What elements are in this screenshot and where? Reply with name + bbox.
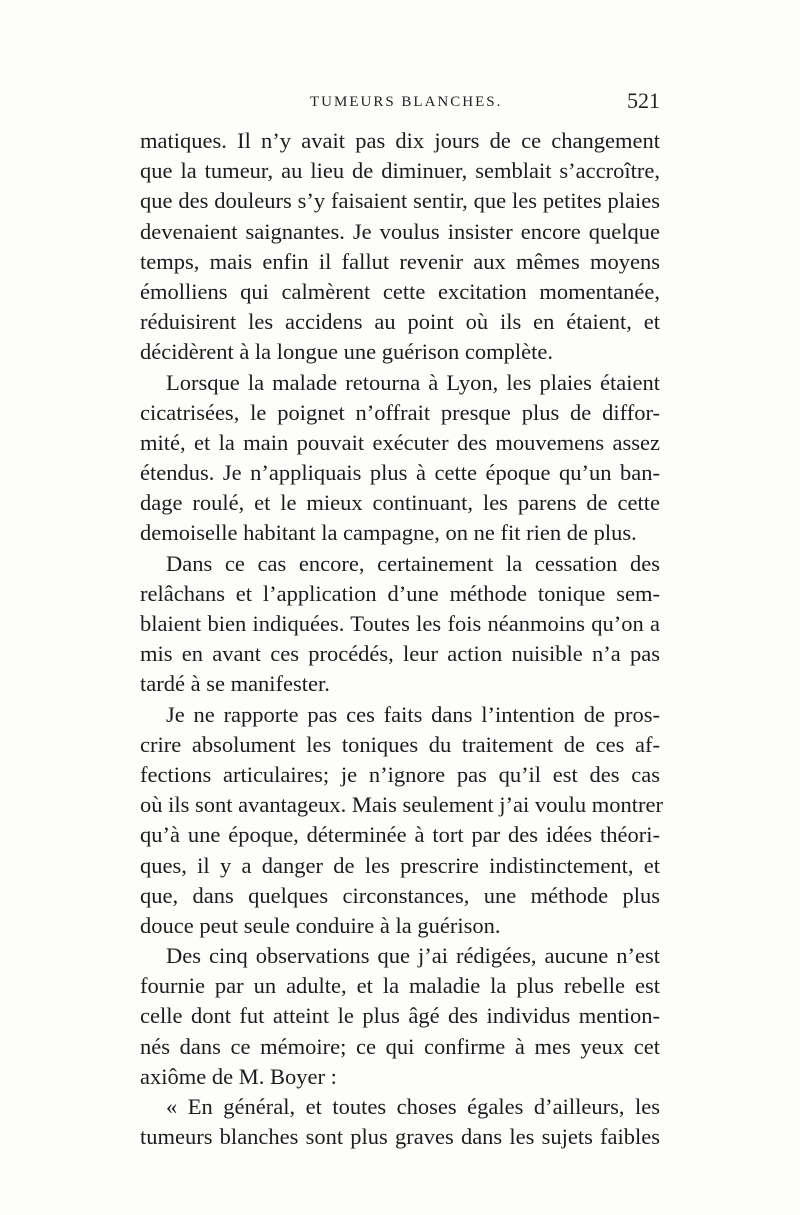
- text-line: ques, il y a danger de les prescrire indistinctement, et: [140, 852, 660, 878]
- text-line: étendus. Je n’appliquais plus à cette époque qu’un ban-: [140, 460, 660, 486]
- text-line: crire absolument les toniques du traitement de ces af-: [140, 731, 660, 757]
- text-line: matiques. Il n’y avait pas dix jours de ce changement: [140, 128, 660, 153]
- text-line: demoiselle habitant la campagne, on ne fit rien de plus.: [140, 520, 637, 546]
- text-line: Lorsque la malade retourna à Lyon, les plaies étaient: [166, 369, 660, 395]
- text-line: celle dont fut atteint le plus âgé des individus mention-: [140, 1003, 660, 1029]
- text-line: mité, et la main pouvait exécuter des mouvemens assez: [140, 429, 660, 455]
- running-head: [140, 88, 660, 118]
- body-text: [140, 126, 664, 1152]
- text-line: dage roulé, et le mieux continuant, les parens de cette: [140, 490, 660, 516]
- text-line: Des cinq observations que j’ai rédigées, aucune n’est: [166, 943, 660, 969]
- running-title: TUMEURS BLANCHES.: [310, 94, 503, 110]
- text-line: cicatrisées, le poignet n’offrait presque plus de diffor-: [140, 399, 660, 425]
- text-line: tumeurs blanches sont plus graves dans les sujets faibles: [140, 1124, 660, 1150]
- text-line: où ils sont avantageux. Mais seulement j’ai voulu montrer: [140, 792, 664, 818]
- text-line: relâchans et l’application d’une méthode tonique sem-: [140, 580, 660, 606]
- text-line: nés dans ce mémoire; ce qui confirme à mes yeux cet: [140, 1033, 660, 1059]
- text-line: douce peut seule conduire à la guérison.: [140, 912, 501, 938]
- text-line: tardé à se manifester.: [140, 671, 330, 697]
- text-line: que des douleurs s’y faisaient sentir, que les petites plaies: [140, 188, 660, 214]
- text-line: fections articulaires; je n’ignore pas qu’il est des cas: [140, 761, 660, 787]
- text-line: que, dans quelques circonstances, une méthode plus: [140, 882, 660, 908]
- text-line: décidèrent à la longue une guérison complète.: [140, 339, 553, 365]
- text-line: fournie par un adulte, et la maladie la plus rebelle est: [140, 973, 660, 999]
- text-line: mis en avant ces procédés, leur action nuisible n’a pas: [140, 641, 660, 667]
- text-line: devenaient saignantes. Je voulus insister encore quelque: [140, 218, 660, 244]
- text-line: « En général, et toutes choses égales d’ailleurs, les: [166, 1094, 660, 1119]
- text-line: temps, mais enfin il fallut revenir aux mêmes moyens: [140, 248, 660, 274]
- text-line: qu’à une époque, déterminée à tort par des idées théori-: [140, 822, 660, 848]
- text-line: émolliens qui calmèrent cette excitation momentanée,: [140, 278, 660, 304]
- text-line: axiôme de M. Boyer :: [140, 1063, 337, 1089]
- text-line: blaient bien indiquées. Toutes les fois néanmoins qu’on a: [140, 611, 660, 636]
- text-line: Dans ce cas encore, certainement la cessation des: [166, 550, 660, 576]
- text-line: Je ne rapporte pas ces faits dans l’intention de pros-: [166, 701, 660, 727]
- text-line: que la tumeur, au lieu de diminuer, semblait s’accroître,: [140, 158, 660, 184]
- page-number: 521: [627, 88, 660, 113]
- text-line: réduisirent les accidens au point où ils en étaient, et: [140, 309, 660, 335]
